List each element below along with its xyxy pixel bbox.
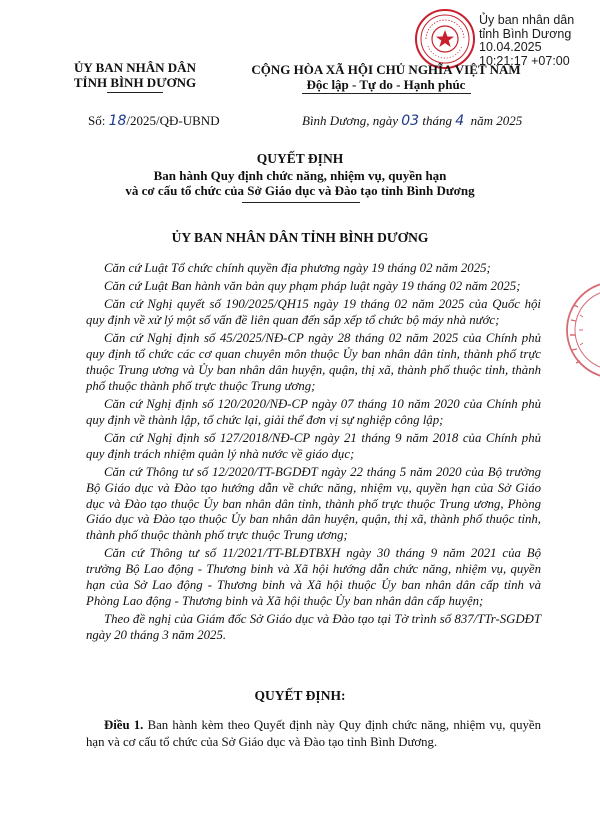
basis-item: Căn cứ Thông tư số 11/2021/TT-BLĐTBXH ngày 30 tháng 9 năm 2021 của Bộ trưởng Bộ Lao động - Thương binh và Xã hội hướng dẫn chức năng, nhiệm vụ, quyền hạn của Sở Lao động - Thương binh và Xã hội thuộc Ủy ban nhân dân cấp tỉnh và Phòng Lao động - Thương binh và Xã hội thuộc Ủy ban nhân dân cấp huyện; <box>86 546 541 608</box>
agency-line1: ỦY BAN NHÂN DÂN <box>74 60 196 75</box>
basis-item: Căn cứ Nghị định số 45/2025/NĐ-CP ngày 28 tháng 02 năm 2025 của Chính phủ quy định tổ chức các cơ quan chuyên môn thuộc Ủy ban nhân dân tỉnh, thành phố trực thuộc Trung ương và Ủy ban nhân dân huyện, quận, thị xã, thành phố thuộc tỉnh, thành phố thuộc thành phố trực thuộc Trung ương; <box>86 331 541 393</box>
agency-underline <box>107 92 163 93</box>
national-header <box>236 62 536 92</box>
agency-header <box>60 60 210 90</box>
legal-bases <box>86 261 541 646</box>
article-1 <box>86 717 541 750</box>
basis-item: Căn cứ Luật Tổ chức chính quyền địa phương ngày 19 tháng 02 năm 2025; <box>104 261 491 275</box>
basis-item: Căn cứ Nghị quyết số 190/2025/QH15 ngày 19 tháng 02 năm 2025 của Quốc hội quy định về xử lý một số vấn đề liên quan đến sắp xếp tổ chức bộ máy nhà nước; <box>86 297 541 328</box>
decision-subtitle: Ban hành Quy định chức năng, nhiệm vụ, quyền hạn và cơ cấu tổ chức của Sở Giáo dục và Đào tạo tỉnh Bình Dương <box>125 168 475 198</box>
handwritten-number: 18 <box>108 113 127 129</box>
article-1-label: Điều 1. <box>104 718 144 732</box>
handwritten-month: 4 <box>455 113 465 129</box>
side-stamp-icon <box>560 275 600 385</box>
document-number: Số: 18/2025/QĐ-UBND <box>88 113 220 129</box>
basis-item: Căn cứ Luật Ban hành văn bản quy phạm pháp luật ngày 19 tháng 02 năm 2025; <box>104 279 521 294</box>
decides-heading: QUYẾT ĐỊNH: <box>254 688 346 703</box>
basis-item: Căn cứ Thông tư số 12/2020/TT-BGDĐT ngày 22 tháng 5 năm 2020 của Bộ trưởng Bộ Giáo dục và Đào tạo hướng dẫn về chức năng, nhiệm vụ, quyền hạn của Sở Giáo dục và Đào tạo thuộc Ủy ban nhân dân tỉnh, thành phố trực thuộc Trung ương, Phòng Giáo dục và Đào tạo thuộc Ủy ban nhân dân huyện, quận, thị xã, thành phố thuộc tỉnh, thành phố thuộc thành phố trực thuộc Trung ương; <box>86 464 541 543</box>
handwritten-day: 03 <box>401 113 420 129</box>
document-date: Bình Dương, ngày 03 tháng 4 năm 2025 <box>302 113 523 129</box>
national-motto: Độc lập - Tự do - Hạnh phúc <box>306 77 466 92</box>
basis-item: Căn cứ Nghị định số 127/2018/NĐ-CP ngày 21 tháng 9 năm 2018 của Chính phủ quy định trách nhiệm quản lý nhà nước về giáo dục; <box>86 430 541 461</box>
decision-title: QUYẾT ĐỊNH <box>256 151 344 166</box>
basis-item: Căn cứ Nghị định số 120/2020/NĐ-CP ngày 07 tháng 10 năm 2020 của Chính phủ quy định về thành lập, tổ chức lại, giải thể đơn vị sự nghiệp công lập; <box>86 396 541 427</box>
signature-date: 10.04.2025 <box>479 40 542 54</box>
agency-line2: TỈNH BÌNH DƯƠNG <box>73 75 197 90</box>
seal-emblem-icon <box>414 8 476 70</box>
title-underline <box>242 202 360 203</box>
signature-time: 10:21:17 +07:00 <box>479 53 570 68</box>
motto-underline <box>302 93 471 94</box>
article-1-text: Ban hành kèm theo Quyết định này Quy định chức năng, nhiệm vụ, quyền hạn và cơ cấu tổ chức của Sở Giáo dục và Đào tạo tỉnh Bình Dương. <box>86 718 541 749</box>
issuing-authority: ỦY BAN NHÂN DÂN TỈNH BÌNH DƯƠNG <box>171 230 429 245</box>
digital-signature-info <box>479 14 589 68</box>
basis-item: Theo đề nghị của Giám đốc Sở Giáo dục và Đào tạo tại Tờ trình số 837/TTr-SGDĐT ngày 20 tháng 3 năm 2025. <box>86 611 541 642</box>
nation-title: CỘNG HÒA XÃ HỘI CHỦ NGHĨA VIỆT NAM <box>251 62 521 77</box>
signature-signer: Ủy ban nhân dân tỉnh Bình Dương <box>479 13 575 41</box>
